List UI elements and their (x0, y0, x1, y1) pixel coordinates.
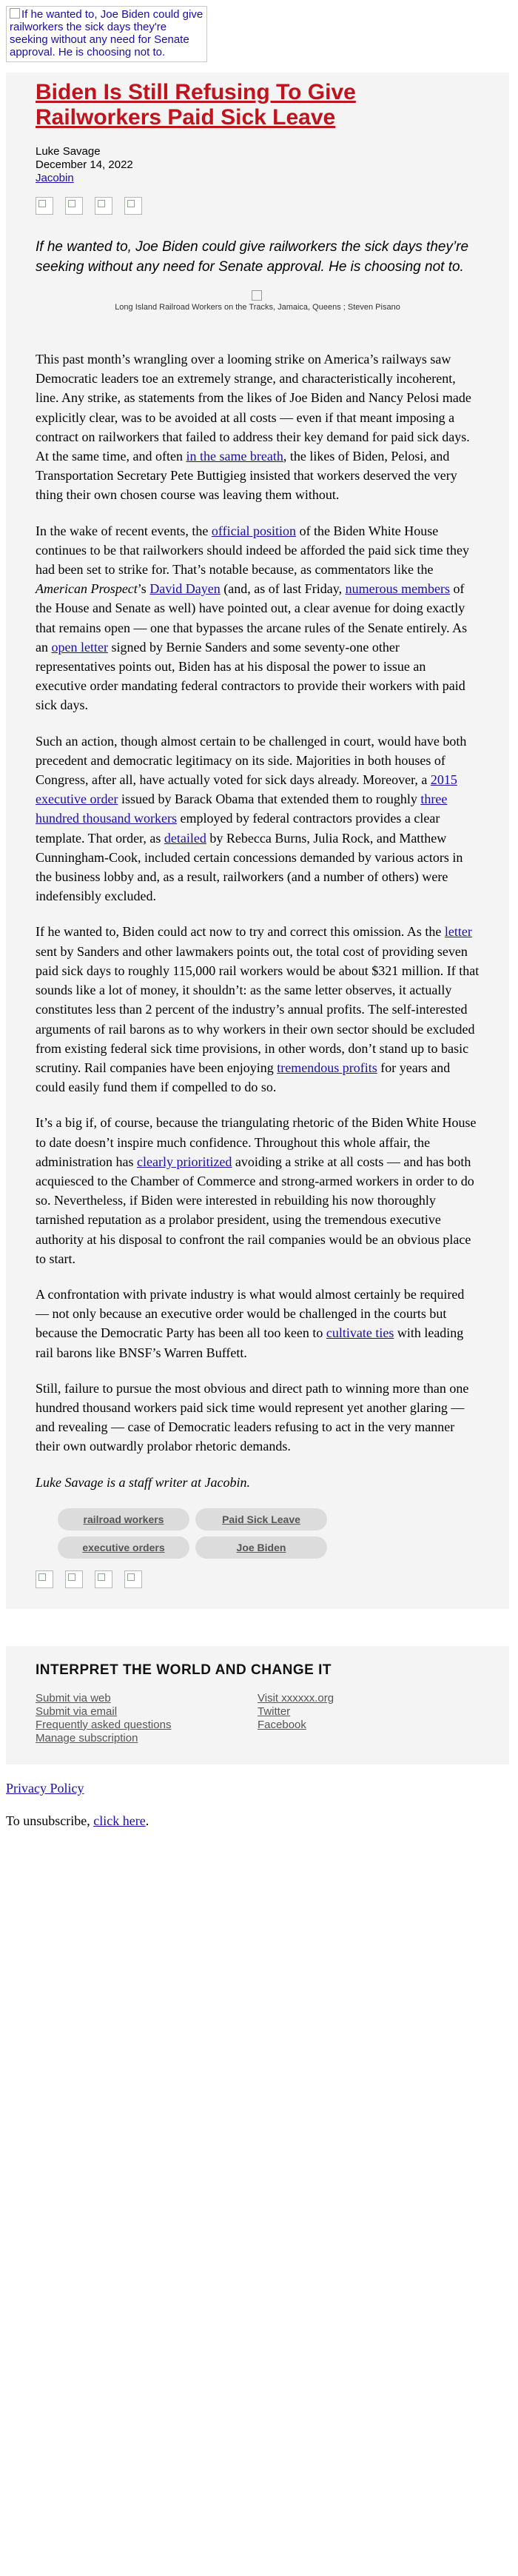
paragraph-5: It’s a big if, of course, because the triangulating rhetoric of the Biden White House to date doesn’t inspire much confidence. Throughout this whole affair, the administration has clearly prioritized avoiding a strike at all costs — and has both acquiesced to the Chamber of Commerce and strong-armed workers in order to do so. Nevertheless, if Biden were interested in rebuilding his now thoroughly tarnished reputation as a prolabor president, using the tremendous executive authority at his disposal to confront the rail companies would be an obvious place to start. (36, 1115, 477, 1266)
share-email-icon[interactable] (95, 1570, 112, 1588)
paragraph-6: A confrontation with private industry is what would almost certainly be required — not only because an executive order would be challenged in the courts but because the Democratic Party has been all too keen to cultivate ties with leading rail barons like BNSF’s Warren Buffett. (36, 1286, 465, 1360)
paragraph-1: This past month’s wrangling over a looming strike on America’s railways saw Democratic leaders toe an extremely strange, and characteristically incoherent, line. Any strike, as statements from the likes of Joe Biden and Nancy Pelosi made explicitly clear, was to be avoided at all costs — even if that meant imposing a contract on railworkers that failed to address their key demand for paid sick days. At the same time, and often in the same breath, the likes of Biden, Pelosi, and Transportation Secretary Pete Buttigieg insisted that workers deserved the very thing their own chosen course was leaving them without. (36, 352, 471, 503)
header-image-alt: If he wanted to, Joe Biden could give railworkers the sick days they're seeking without any need for Senate approval. He is choosing not to. (10, 8, 204, 58)
link-in-the-same-breath[interactable]: in the same breath (186, 449, 283, 464)
share-twitter-icon[interactable] (65, 1570, 83, 1588)
article-dek: If he wanted to, Joe Biden could give railworkers the sick days they’re seeking without any need for Senate approval. He is choosing not to. (36, 239, 469, 275)
newsletter-footer (6, 1646, 509, 1764)
tag-executive-orders[interactable]: executive orders (58, 1536, 189, 1559)
article-title (36, 80, 480, 130)
submit-via-web-link[interactable]: Submit via web (36, 1691, 111, 1704)
visit-site-link[interactable]: Visit xxxxxx.org (258, 1691, 334, 1704)
image-credit: Steven Pisano (347, 303, 400, 312)
tag-joe-biden[interactable]: Joe Biden (195, 1536, 327, 1559)
paragraph-2: In the wake of recent events, the official position of the Biden White House continues to be that railworkers should indeed be afforded the paid sick time they had been set to strike for. That’s notable because, as commentators like the American Prospect’s David Dayen (and, as of last Friday, numerous members of the House and Senate as well) have pointed out, a clear avenue for doing exactly that remains open — one that bypasses the arcane rules of the Senate entirely. As an open letter signed by Bernie Sanders and some seventy-one other representatives points out, Biden has at his disposal the power to issue an executive order mandating federal contractors to provide their workers with paid sick days. (36, 523, 470, 713)
publication-link[interactable]: Jacobin (36, 172, 74, 184)
unsubscribe-line: To unsubscribe, click here. (6, 1813, 149, 1828)
share-link-icon[interactable] (124, 197, 142, 215)
share-facebook-icon[interactable] (36, 197, 53, 215)
link-2015-executive-order[interactable]: 2015 executive order (36, 772, 457, 807)
link-clearly-prioritized[interactable]: clearly prioritized (136, 1154, 232, 1169)
share-facebook-icon[interactable] (36, 1570, 53, 1588)
tag-list (58, 1508, 369, 1565)
share-row-top (36, 197, 480, 218)
manage-subscription-link[interactable]: Manage subscription (36, 1731, 138, 1744)
link-cultivate-ties[interactable]: cultivate ties (326, 1325, 394, 1341)
privacy-policy-link[interactable]: Privacy Policy (6, 1780, 84, 1796)
author-name: Luke Savage (36, 145, 101, 158)
unsubscribe-link[interactable]: click here (93, 1813, 146, 1828)
image-caption: Long Island Railroad Workers on the Tracks, Jamaica, Queens (115, 303, 341, 312)
publish-date: December 14, 2022 (36, 158, 133, 171)
link-tremendous-profits[interactable]: tremendous profits (277, 1060, 377, 1075)
link-three-hundred-thousand-workers[interactable]: three hundred thousand workers (36, 792, 448, 826)
paragraph-3: Such an action, though almost certain to be challenged in court, would have both precedent and democratic legitimacy on its side. Majorities in both houses of Congress, after all, have actually voted for sick days already. Moreover, a 2015 executive order issued by Barack Obama that extended them to roughly three hundred thousand workers employed by federal contractors provides a clear template. That order, as detailed by Rebecca Burns, Julia Rock, and Matthew Cunningham-Cook, included certain concessions demanded by various actors in the business lobby and, as a result, railworkers (and a number of others) were indefensibly excluded. (36, 733, 467, 904)
link-letter[interactable]: letter (444, 924, 472, 940)
broken-image-icon (10, 8, 20, 19)
link-open-letter[interactable]: open letter (51, 639, 108, 655)
tag-railroad-workers[interactable]: railroad workers (58, 1508, 189, 1530)
article-figure: Long Island Railroad Workers on the Tracks, Jamaica, Queens ; Steven Pisano (36, 290, 480, 312)
byline (36, 145, 480, 185)
faq-link[interactable]: Frequently asked questions (36, 1718, 172, 1731)
link-david-dayen[interactable]: David Dayen (149, 581, 221, 597)
author-bio: Luke Savage is a staff writer at Jacobin. (36, 1474, 250, 1490)
tag-paid-sick-leave[interactable]: Paid Sick Leave (195, 1508, 327, 1530)
footer-left-links (36, 1692, 258, 1745)
twitter-link[interactable]: Twitter (258, 1704, 291, 1718)
link-official-position[interactable]: official position (211, 523, 297, 538)
share-link-icon[interactable] (124, 1570, 142, 1588)
share-email-icon[interactable] (95, 197, 112, 215)
footer-heading: INTERPRET THE WORLD AND CHANGE IT (36, 1662, 332, 1678)
article-body (36, 349, 480, 1492)
link-detailed[interactable]: detailed (164, 830, 206, 846)
share-twitter-icon[interactable] (65, 197, 83, 215)
link-numerous-members[interactable]: numerous members (345, 581, 451, 597)
article (36, 80, 480, 1591)
broken-image-icon (252, 290, 262, 301)
submit-via-email-link[interactable]: Submit via email (36, 1704, 118, 1718)
paragraph-7: Still, failure to pursue the most obvious and direct path to winning more than one hundred thousand workers paid sick time would represent yet another glaring — and revealing — case of Democratic leaders refusing to act in the very manner their own outwardly prolabor rhetoric demands. (36, 1380, 469, 1454)
article-container (6, 73, 509, 1609)
paragraph-4: If he wanted to, Biden could act now to try and correct this omission. As the letter sent by Sanders and other lawmakers points out, the total cost of providing seven paid sick days to roughly 115,000 rail workers would be about $321 million. If that sounds like a lot of money, it shouldn’t: as the same letter observes, it actually constitutes less than 2 percent of the industry’s annual profits. The self-interested arguments of rail barons as to why workers in their own sector should be excluded from existing federal sick time provisions, in other words, don’t stand up to basic scrutiny. Rail companies have been enjoying tremendous profits for years and could easily fund them if compelled to do so. (36, 924, 480, 1095)
article-title-link[interactable]: Biden Is Still Refusing To Give Railworkers Paid Sick Leave (36, 80, 356, 130)
legal-links (6, 1779, 518, 1830)
facebook-link[interactable]: Facebook (258, 1718, 306, 1731)
header-image[interactable] (6, 6, 207, 62)
footer-right-links (258, 1692, 480, 1745)
share-row-bottom (36, 1570, 480, 1591)
